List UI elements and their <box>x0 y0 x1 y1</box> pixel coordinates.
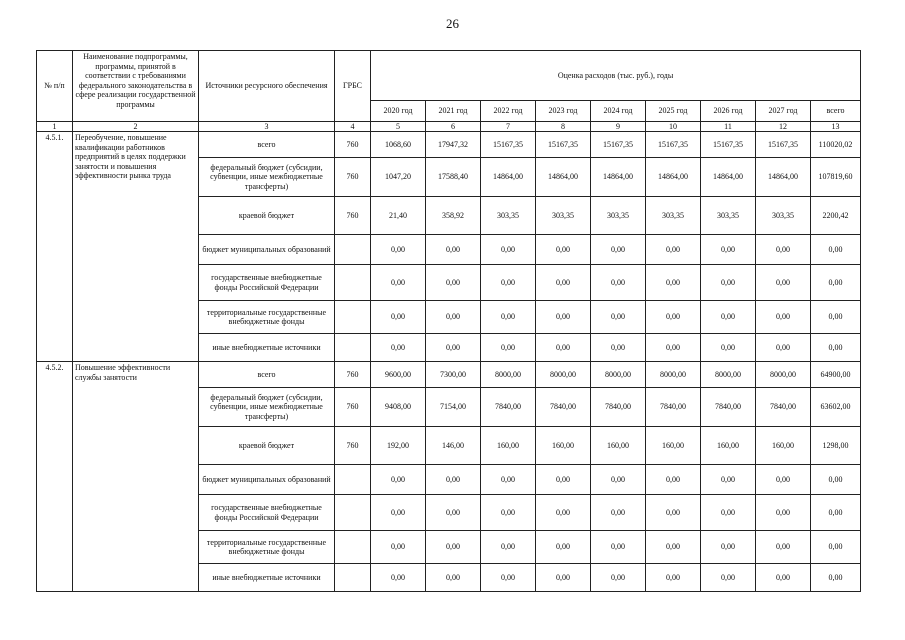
year-value: 8000,00 <box>701 362 756 388</box>
grbs-code <box>335 301 371 334</box>
year-value: 0,00 <box>756 235 811 265</box>
funding-source: федеральный бюджет (субсидии, субвенции, иные межбюджетные трансферты) <box>199 158 335 197</box>
year-value: 7840,00 <box>481 388 536 427</box>
year-value: 0,00 <box>701 235 756 265</box>
total-value: 0,00 <box>811 265 861 301</box>
year-value: 8000,00 <box>591 362 646 388</box>
column-number: 7 <box>481 122 536 132</box>
item-code: 4.5.1. <box>37 132 73 362</box>
column-number: 10 <box>646 122 701 132</box>
total-value: 1298,00 <box>811 427 861 465</box>
total-value: 107819,60 <box>811 158 861 197</box>
header-grbs: ГРБС <box>335 51 371 122</box>
total-value: 0,00 <box>811 301 861 334</box>
year-value: 14864,00 <box>756 158 811 197</box>
year-value: 160,00 <box>701 427 756 465</box>
year-value: 8000,00 <box>756 362 811 388</box>
year-value: 7300,00 <box>426 362 481 388</box>
header-year: 2023 год <box>536 101 591 122</box>
year-value: 0,00 <box>591 334 646 362</box>
year-value: 0,00 <box>591 531 646 564</box>
year-value: 17588,40 <box>426 158 481 197</box>
year-value: 303,35 <box>591 197 646 235</box>
year-value: 0,00 <box>371 265 426 301</box>
year-value: 15167,35 <box>536 132 591 158</box>
year-value: 0,00 <box>426 334 481 362</box>
year-value: 0,00 <box>646 531 701 564</box>
year-value: 0,00 <box>481 531 536 564</box>
year-value: 0,00 <box>646 334 701 362</box>
year-value: 303,35 <box>536 197 591 235</box>
funding-source: иные внебюджетные источники <box>199 334 335 362</box>
year-value: 0,00 <box>481 334 536 362</box>
funding-source: всего <box>199 362 335 388</box>
total-value: 63602,00 <box>811 388 861 427</box>
funding-source: иные внебюджетные источники <box>199 564 335 592</box>
year-value: 14864,00 <box>536 158 591 197</box>
year-value: 15167,35 <box>591 132 646 158</box>
year-value: 0,00 <box>591 465 646 495</box>
year-value: 0,00 <box>701 301 756 334</box>
funding-source: федеральный бюджет (субсидии, субвенции, иные межбюджетные трансферты) <box>199 388 335 427</box>
year-value: 0,00 <box>426 265 481 301</box>
year-value: 0,00 <box>536 334 591 362</box>
year-value: 0,00 <box>536 265 591 301</box>
year-value: 146,00 <box>426 427 481 465</box>
funding-source: государственные внебюджетные фонды Российской Федерации <box>199 265 335 301</box>
year-value: 8000,00 <box>646 362 701 388</box>
year-value: 0,00 <box>481 265 536 301</box>
total-value: 2200,42 <box>811 197 861 235</box>
year-value: 160,00 <box>646 427 701 465</box>
year-value: 0,00 <box>646 265 701 301</box>
year-value: 160,00 <box>481 427 536 465</box>
header-estimate: Оценка расходов (тыс. руб.), годы <box>371 51 861 101</box>
grbs-code <box>335 531 371 564</box>
grbs-code: 760 <box>335 132 371 158</box>
year-value: 0,00 <box>481 465 536 495</box>
year-value: 7840,00 <box>591 388 646 427</box>
year-value: 7154,00 <box>426 388 481 427</box>
year-value: 0,00 <box>701 495 756 531</box>
grbs-code <box>335 465 371 495</box>
header-year: 2022 год <box>481 101 536 122</box>
year-value: 0,00 <box>536 495 591 531</box>
year-value: 0,00 <box>756 301 811 334</box>
year-value: 0,00 <box>371 235 426 265</box>
year-value: 9600,00 <box>371 362 426 388</box>
year-value: 1047,20 <box>371 158 426 197</box>
year-value: 0,00 <box>371 465 426 495</box>
year-value: 14864,00 <box>591 158 646 197</box>
item-name: Повышение эффективности службы занятости <box>73 362 199 592</box>
funding-source: краевой бюджет <box>199 427 335 465</box>
year-value: 15167,35 <box>646 132 701 158</box>
year-value: 0,00 <box>371 334 426 362</box>
grbs-code <box>335 564 371 592</box>
year-value: 0,00 <box>481 301 536 334</box>
funding-source: территориальные государственные внебюджетные фонды <box>199 531 335 564</box>
grbs-code: 760 <box>335 362 371 388</box>
year-value: 21,40 <box>371 197 426 235</box>
year-value: 303,35 <box>646 197 701 235</box>
year-value: 8000,00 <box>536 362 591 388</box>
expense-table <box>36 50 861 592</box>
funding-source: территориальные государственные внебюджетные фонды <box>199 301 335 334</box>
year-value: 0,00 <box>591 235 646 265</box>
year-value: 0,00 <box>426 465 481 495</box>
year-value: 160,00 <box>536 427 591 465</box>
total-value: 110020,02 <box>811 132 861 158</box>
year-value: 0,00 <box>646 301 701 334</box>
year-value: 1068,60 <box>371 132 426 158</box>
column-number: 13 <box>811 122 861 132</box>
column-number: 12 <box>756 122 811 132</box>
year-value: 0,00 <box>426 235 481 265</box>
grbs-code: 760 <box>335 427 371 465</box>
year-value: 0,00 <box>591 301 646 334</box>
year-value: 0,00 <box>756 465 811 495</box>
total-value: 0,00 <box>811 465 861 495</box>
year-value: 0,00 <box>426 531 481 564</box>
grbs-code: 760 <box>335 388 371 427</box>
year-value: 7840,00 <box>646 388 701 427</box>
header-num: № п/п <box>37 51 73 122</box>
year-value: 0,00 <box>481 564 536 592</box>
year-value: 0,00 <box>701 564 756 592</box>
year-value: 303,35 <box>701 197 756 235</box>
year-value: 0,00 <box>591 564 646 592</box>
year-value: 0,00 <box>536 564 591 592</box>
column-number: 11 <box>701 122 756 132</box>
funding-source: государственные внебюджетные фонды Российской Федерации <box>199 495 335 531</box>
grbs-code: 760 <box>335 158 371 197</box>
year-value: 0,00 <box>371 495 426 531</box>
year-value: 0,00 <box>536 531 591 564</box>
year-value: 0,00 <box>536 301 591 334</box>
year-value: 14864,00 <box>701 158 756 197</box>
year-value: 8000,00 <box>481 362 536 388</box>
item-code: 4.5.2. <box>37 362 73 592</box>
header-sources: Источники ресурсного обеспечения <box>199 51 335 122</box>
year-value: 0,00 <box>701 265 756 301</box>
year-value: 0,00 <box>426 564 481 592</box>
item-name: Переобучение, повышение квалификации работников предприятий в целях поддержки занятости и повышения эффективности рынка труда <box>73 132 199 362</box>
year-value: 14864,00 <box>646 158 701 197</box>
column-number: 3 <box>199 122 335 132</box>
year-value: 7840,00 <box>536 388 591 427</box>
year-value: 303,35 <box>756 197 811 235</box>
header-name: Наименование подпрограммы, программы, принятой в соответствии с требованиями федерального законодательства в сфере реализации государственной программы <box>73 51 199 122</box>
year-value: 7840,00 <box>756 388 811 427</box>
table-row <box>37 362 861 388</box>
year-value: 14864,00 <box>481 158 536 197</box>
total-value: 0,00 <box>811 564 861 592</box>
total-value: 0,00 <box>811 235 861 265</box>
year-value: 15167,35 <box>756 132 811 158</box>
header-year: 2025 год <box>646 101 701 122</box>
column-number: 4 <box>335 122 371 132</box>
year-value: 0,00 <box>701 334 756 362</box>
year-value: 358,92 <box>426 197 481 235</box>
column-number: 9 <box>591 122 646 132</box>
year-value: 0,00 <box>481 495 536 531</box>
year-value: 0,00 <box>646 235 701 265</box>
year-value: 0,00 <box>481 235 536 265</box>
funding-source: краевой бюджет <box>199 197 335 235</box>
year-value: 0,00 <box>426 301 481 334</box>
header-total: всего <box>811 101 861 122</box>
grbs-code <box>335 495 371 531</box>
year-value: 0,00 <box>371 301 426 334</box>
year-value: 0,00 <box>536 235 591 265</box>
column-number: 8 <box>536 122 591 132</box>
year-value: 160,00 <box>591 427 646 465</box>
table-row <box>37 132 861 158</box>
funding-source: бюджет муниципальных образований <box>199 235 335 265</box>
column-number: 1 <box>37 122 73 132</box>
year-value: 15167,35 <box>481 132 536 158</box>
grbs-code <box>335 265 371 301</box>
header-year: 2020 год <box>371 101 426 122</box>
column-number: 6 <box>426 122 481 132</box>
year-value: 0,00 <box>701 531 756 564</box>
year-value: 192,00 <box>371 427 426 465</box>
year-value: 0,00 <box>426 495 481 531</box>
total-value: 0,00 <box>811 531 861 564</box>
year-value: 0,00 <box>371 564 426 592</box>
year-value: 303,35 <box>481 197 536 235</box>
header-year: 2024 год <box>591 101 646 122</box>
year-value: 17947,32 <box>426 132 481 158</box>
page-number: 26 <box>446 16 459 31</box>
funding-source: бюджет муниципальных образований <box>199 465 335 495</box>
table-body <box>37 132 861 592</box>
grbs-code <box>335 334 371 362</box>
column-number: 2 <box>73 122 199 132</box>
total-value: 0,00 <box>811 495 861 531</box>
year-value: 0,00 <box>756 531 811 564</box>
year-value: 0,00 <box>646 564 701 592</box>
year-value: 160,00 <box>756 427 811 465</box>
year-value: 0,00 <box>371 531 426 564</box>
year-value: 0,00 <box>591 265 646 301</box>
funding-source: всего <box>199 132 335 158</box>
year-value: 0,00 <box>701 465 756 495</box>
header-year: 2027 год <box>756 101 811 122</box>
year-value: 0,00 <box>646 465 701 495</box>
total-value: 0,00 <box>811 334 861 362</box>
year-value: 0,00 <box>756 265 811 301</box>
grbs-code <box>335 235 371 265</box>
total-value: 64900,00 <box>811 362 861 388</box>
year-value: 0,00 <box>536 465 591 495</box>
grbs-code: 760 <box>335 197 371 235</box>
column-number: 5 <box>371 122 426 132</box>
year-value: 0,00 <box>756 334 811 362</box>
year-value: 15167,35 <box>701 132 756 158</box>
year-value: 0,00 <box>756 495 811 531</box>
year-value: 0,00 <box>646 495 701 531</box>
year-value: 0,00 <box>591 495 646 531</box>
header-year: 2026 год <box>701 101 756 122</box>
year-value: 9408,00 <box>371 388 426 427</box>
year-value: 0,00 <box>756 564 811 592</box>
year-value: 7840,00 <box>701 388 756 427</box>
header-year: 2021 год <box>426 101 481 122</box>
